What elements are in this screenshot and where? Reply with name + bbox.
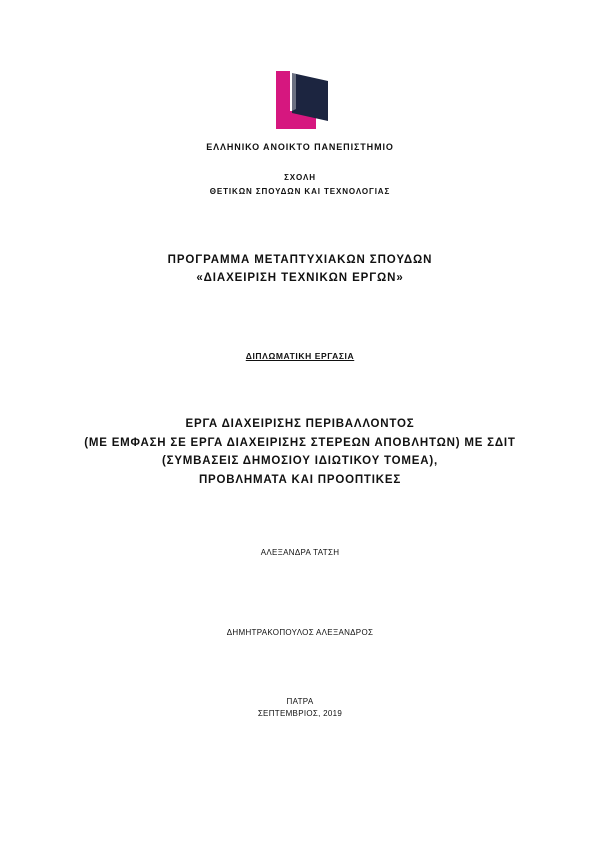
program-line-2: «ΔΙΑΧΕΙΡΙΣΗ ΤΕΧΝΙΚΩΝ ΕΡΓΩΝ» [196,272,404,284]
title-line-3: (ΣΥΜΒΑΣΕΙΣ ΔΗΜΟΣΙΟΥ ΙΔΙΩΤΙΚΟΥ ΤΟΜΕΑ), [161,455,438,467]
thesis-title [0,415,600,489]
university-name: ΕΛΛΗΝΙΚΟ ΑΝΟΙΚΤΟ ΠΑΝΕΠΙΣΤΗΜΙΟ [206,142,394,152]
author-name: ΑΛΕΞΑΝΔΡΑ ΤΑΤΣΗ [260,548,340,557]
document-type-label: ΔΙΠΛΩΜΑΤΙΚΗ ΕΡΓΑΣΙΑ [245,351,355,361]
school-title: ΘΕΤΙΚΩΝ ΣΠΟΥΔΩΝ ΚΑΙ ΤΕΧΝΟΛΟΓΙΑΣ [209,187,391,196]
supervisor-name: ΔΗΜΗΤΡΑΚΟΠΟΥΛΟΣ ΑΛΕΞΑΝΔΡΟΣ [226,628,374,637]
program-name [0,251,600,287]
university-logo-icon [276,71,328,129]
program-line-1: ΠΡΟΓΡΑΜΜΑ ΜΕΤΑΠΤΥΧΙΑΚΩΝ ΣΠΟΥΔΩΝ [167,254,433,266]
date: ΣΕΠΤΕΜΒΡΙΟΣ, 2019 [257,709,343,718]
place-and-date [0,696,600,720]
document-type [0,351,600,361]
school-name [0,171,600,199]
title-line-2: (ΜΕ ΕΜΦΑΣΗ ΣΕ ΕΡΓΑ ΔΙΑΧΕΙΡΙΣΗΣ ΣΤΕΡΕΩΝ ΑΠΟΒΛΗΤΩΝ) ΜΕ ΣΔΙΤ [84,436,516,449]
school-label: ΣΧΟΛΗ [284,173,316,182]
title-line-4: ΠΡΟΒΛΗΜΑΤΑ ΚΑΙ ΠΡΟΟΠΤΙΚΕΣ [198,473,402,486]
place: ΠΑΤΡΑ [286,697,314,706]
title-line-1: ΕΡΓΑ ΔΙΑΧΕΙΡΙΣΗΣ ΠΕΡΙΒΑΛΛΟΝΤΟΣ [185,418,415,430]
